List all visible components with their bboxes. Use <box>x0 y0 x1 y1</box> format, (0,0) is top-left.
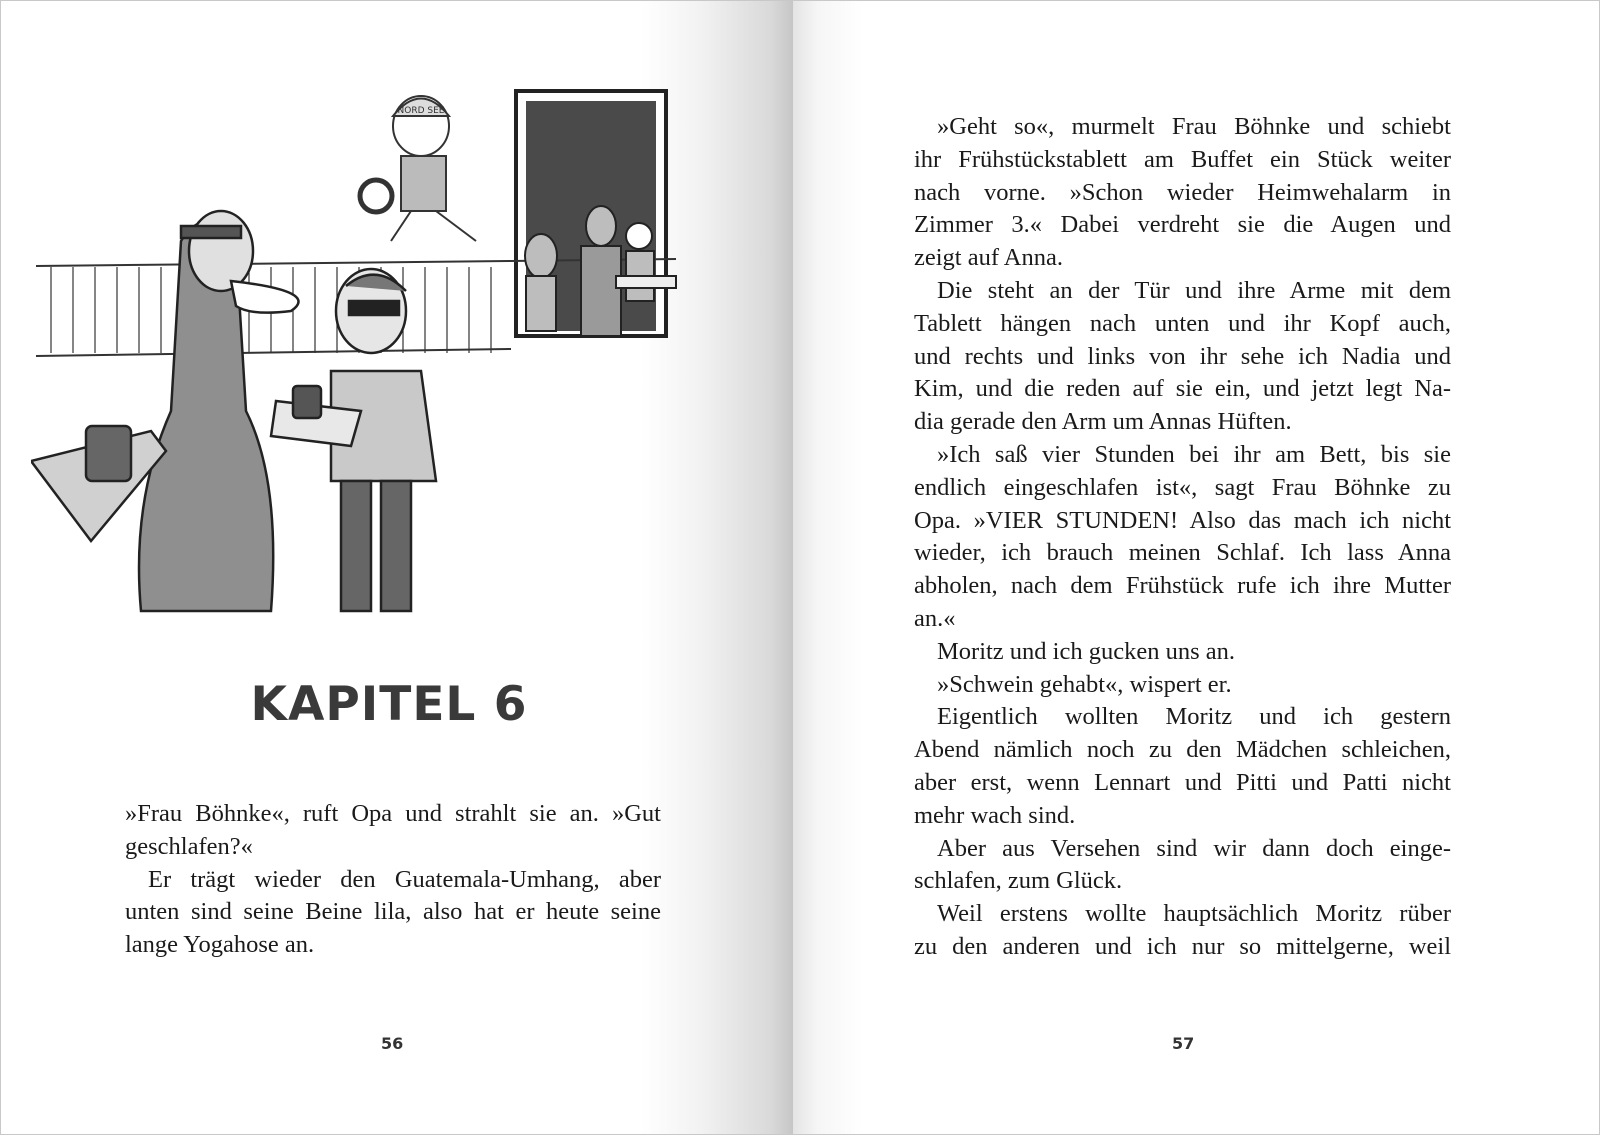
text-line: »Ich saß vier Stunden bei ihr am Bett, bis sie <box>937 440 1451 468</box>
text-line: lange Yogahose an. <box>125 931 315 959</box>
text-line: endlich eingeschlafen ist«, sagt Frau Böhnke zu <box>914 473 1451 501</box>
page-number-right: 57 <box>1172 1034 1195 1053</box>
text-line: Abend nämlich noch zu den Mädchen schleichen, <box>914 736 1451 764</box>
text-line: »Geht so«, murmelt Frau Böhnke und schiebt <box>937 113 1451 140</box>
text-line: und rechts und links von ihr sehe ich Nadia und <box>914 342 1451 370</box>
text-line: Kim, und die reden auf sie ein, und jetzt legt Na- <box>914 375 1451 403</box>
text-line: ihr Frühstückstablett am Buffet ein Stück weiter <box>914 145 1451 173</box>
text-line: aber erst, wenn Lennart und Pitti und Patti nicht <box>914 768 1451 796</box>
text-line: Opa. »VIER STUNDEN! Also das mach ich nicht <box>914 506 1451 534</box>
text-line: Eigentlich wollten Moritz und ich gestern <box>937 703 1451 731</box>
text-line: Moritz und ich gucken uns an. <box>937 637 1236 665</box>
page-number-left: 56 <box>381 1034 404 1053</box>
text-line: geschlafen?« <box>125 832 253 860</box>
text-line: nach vorne. »Schon wieder Heimwehalarm in <box>914 178 1451 206</box>
right-page <box>793 1 1599 1134</box>
left-page <box>1 1 793 1134</box>
text-line: dia gerade den Arm um Annas Hüften. <box>914 408 1292 436</box>
text-line: an.« <box>914 604 956 632</box>
text-line: »Schwein gehabt«, wispert er. <box>937 670 1232 698</box>
text-line: »Frau Böhnke«, ruft Opa und strahlt sie an. »Gut <box>125 800 661 827</box>
left-page-body <box>125 798 661 962</box>
text-line: unten sind seine Beine lila, also hat er heute seine <box>125 898 661 926</box>
text-line: Weil erstens wollte hauptsächlich Moritz rüber <box>937 900 1451 928</box>
text-line: Die steht an der Tür und ihre Arme mit dem <box>937 276 1451 304</box>
hat-text: NORD SEE <box>397 106 445 116</box>
chapter-heading: KAPITEL 6 <box>250 677 528 732</box>
text-line: Zimmer 3.« Dabei verdreht sie die Augen und <box>914 211 1451 239</box>
text-line: zu den anderen und ich nur so mittelgerne, weil <box>914 932 1451 960</box>
text-line: zeigt auf Anna. <box>914 244 1063 272</box>
text-line: schlafen, zum Glück. <box>914 867 1123 895</box>
text-line: mehr wach sind. <box>914 801 1076 829</box>
text-line: Tablett hängen nach unten und ihr Kopf auch, <box>914 309 1451 337</box>
text-line: abholen, nach dem Frühstück rufe ich ihre Mutter <box>914 572 1451 600</box>
right-page-body <box>914 111 1451 964</box>
text-line: wieder, ich brauch meinen Schlaf. Ich lass Anna <box>914 539 1451 567</box>
text-line: Aber aus Versehen sind wir dann doch einge- <box>937 834 1451 862</box>
text-line: Er trägt wieder den Guatemala-Umhang, aber <box>148 865 661 893</box>
chapter-illustration <box>31 81 681 616</box>
